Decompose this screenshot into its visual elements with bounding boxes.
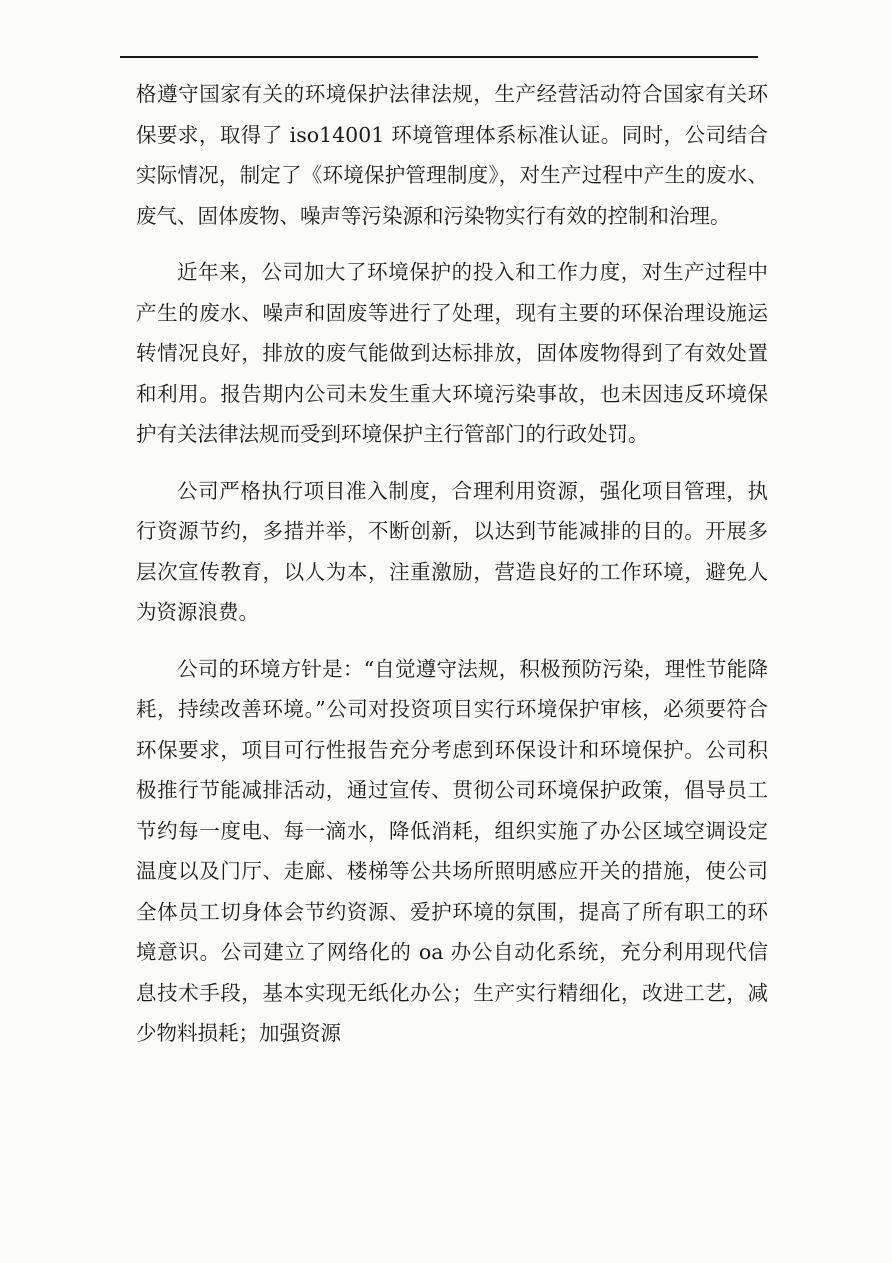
paragraph-1: 格遵守国家有关的环境保护法律法规，生产经营活动符合国家有关环保要求，取得了 iso14001 环境管理体系标准认证。同时，公司结合实际情况，制定了《环境保护管理制度》，对生产过程中产生的废水、废气、固体废物、噪声等污染源和污染物实行有效的控制和治理。 <box>136 82 768 228</box>
body-text <box>136 74 768 1054</box>
paragraph-2: 近年来，公司加大了环境保护的投入和工作力度，对生产过程中产生的废水、噪声和固废等进行了处理，现有主要的环保治理设施运转情况良好，排放的废气能做到达标排放，固体废物得到了有效处置和利用。报告期内公司未发生重大环境污染事故，也未因违反环境保护有关法律法规而受到环境保护主行管部门的行政处罚。 <box>136 260 768 446</box>
header-rule <box>120 56 758 58</box>
paragraph-4: 公司的环境方针是：“自觉遵守法规，积极预防污染，理性节能降耗，持续改善环境。”公司对投资项目实行环境保护审核，必须要符合环保要求，项目可行性报告充分考虑到环保设计和环境保护。公司积极推行节能减排活动，通过宣传、贯彻公司环境保护政策，倡导员工节约每一度电、每一滴水，降低消耗，组织实施了办公区域空调设定温度以及门厅、走廊、楼梯等公共场所照明感应开关的措施，使公司全体员工切身体会节约资源、爱护环境的氛围，提高了所有职工的环境意识。公司建立了网络化的 oa 办公自动化系统，充分利用现代信息技术手段，基本实现无纸化办公；生产实行精细化，改进工艺，减少物料损耗；加强资源 <box>136 656 768 1045</box>
paragraph-3: 公司严格执行项目准入制度，合理利用资源，强化项目管理，执行资源节约，多措并举，不断创新，以达到节能减排的目的。开展多层次宣传教育，以人为本，注重激励，营造良好的工作环境，避免人为资源浪费。 <box>136 478 768 624</box>
